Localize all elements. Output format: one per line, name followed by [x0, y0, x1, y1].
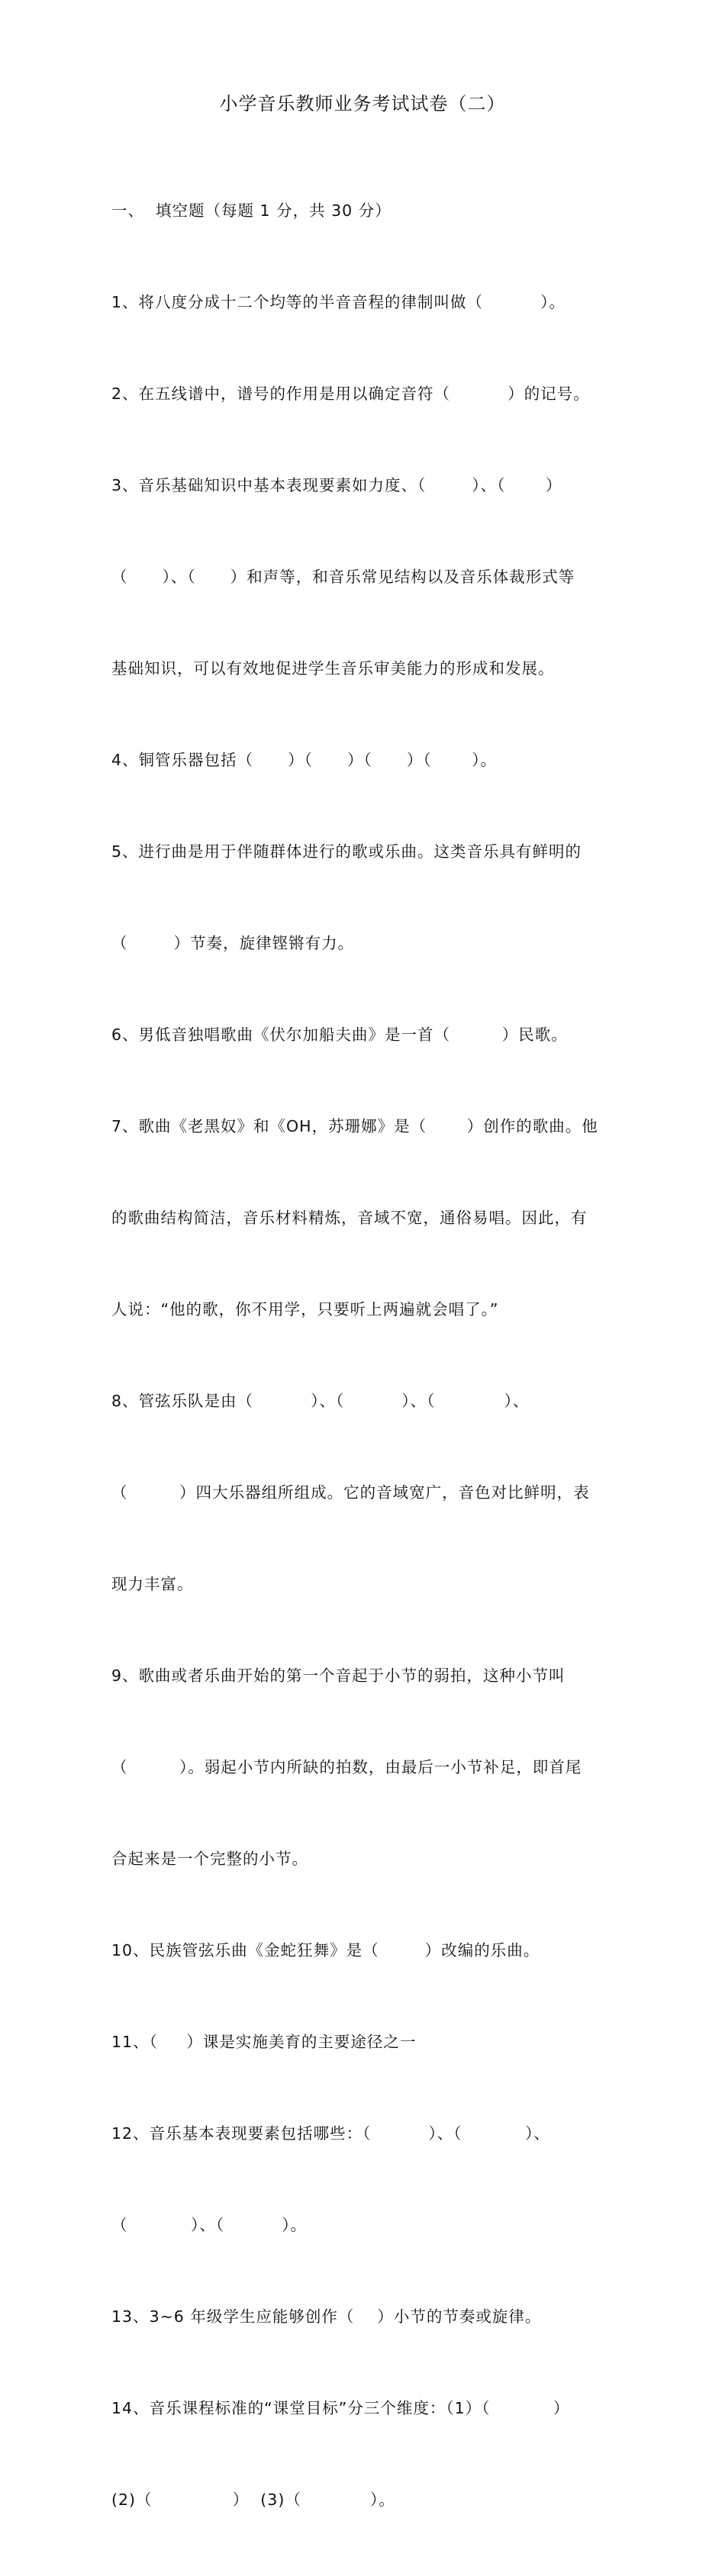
section-heading: 一、 填空题（每题 1 分，共 30 分）	[111, 201, 392, 220]
question-line: 14、音乐课程标准的“课堂目标”分三个维度：（1）（ ）	[111, 2399, 570, 2417]
question-line: 合起来是一个完整的小节。	[111, 1850, 308, 1868]
question-line: （ ）节奏，旋律铿锵有力。	[111, 934, 355, 952]
question-line: 5、进行曲是用于伴随群体进行的歌或乐曲。这类音乐具有鲜明的	[111, 842, 582, 861]
question-line: 现力丰富。	[111, 1575, 194, 1593]
question-line: 8、管弦乐队是由（ ）、（ ）、（ ）、	[111, 1392, 530, 1410]
question-line: 11、（ ）课是实施美育的主要途径之一	[111, 2033, 417, 2051]
question-line: 6、男低音独唱歌曲《伏尔加船夫曲》是一首（ ）民歌。	[111, 1026, 568, 1044]
question-line: (2)（ ） (3)（ ）。	[111, 2491, 395, 2509]
question-line: （ ）、（ ）和声等，和音乐常见结构以及音乐体裁形式等	[111, 568, 575, 586]
question-line: 2、在五线谱中，谱号的作用是用以确定音符（ ）的记号。	[111, 385, 590, 403]
question-line: 3、音乐基础知识中基本表现要素如力度、（ ）、（ ）	[111, 476, 562, 494]
question-line: 基础知识，可以有效地促进学生音乐审美能力的形成和发展。	[111, 659, 555, 678]
question-line: 12、音乐基本表现要素包括哪些：（ ）、（ ）、	[111, 2124, 550, 2143]
question-line: 的歌曲结构简洁，音乐材料精炼，音域不宽，通俗易唱。因此，有	[111, 1209, 588, 1227]
question-line: 9、歌曲或者乐曲开始的第一个音起于小节的弱拍，这种小节叫	[111, 1666, 566, 1685]
question-line: 7、歌曲《老黑奴》和《OH，苏珊娜》是（ ）创作的歌曲。他	[111, 1117, 598, 1135]
question-line: （ ）、（ ）。	[111, 2216, 308, 2234]
question-line: （ ）四大乐器组所组成。它的音域宽广，音色对比鲜明，表	[111, 1483, 590, 1502]
page-title: 小学音乐教师业务考试试卷（二）	[219, 93, 506, 114]
question-line: 人说：“他的歌，你不用学，只要听上两遍就会唱了。”	[111, 1300, 499, 1319]
question-line: 1、将八度分成十二个均等的半音音程的律制叫做（ ）。	[111, 293, 566, 311]
question-line: （ ）。弱起小节内所缺的拍数，由最后一小节补足，即首尾	[111, 1758, 582, 1776]
question-line: 13、3~6 年级学生应能够创作（ ）小节的节奏或旋律。	[111, 2307, 542, 2326]
exam-body	[111, 134, 617, 2576]
question-line: 4、铜管乐器包括（ ）（ ）（ ）（ ）。	[111, 751, 497, 769]
question-line: 10、民族管弦乐曲《金蛇狂舞》是（ ）改编的乐曲。	[111, 1941, 540, 1959]
